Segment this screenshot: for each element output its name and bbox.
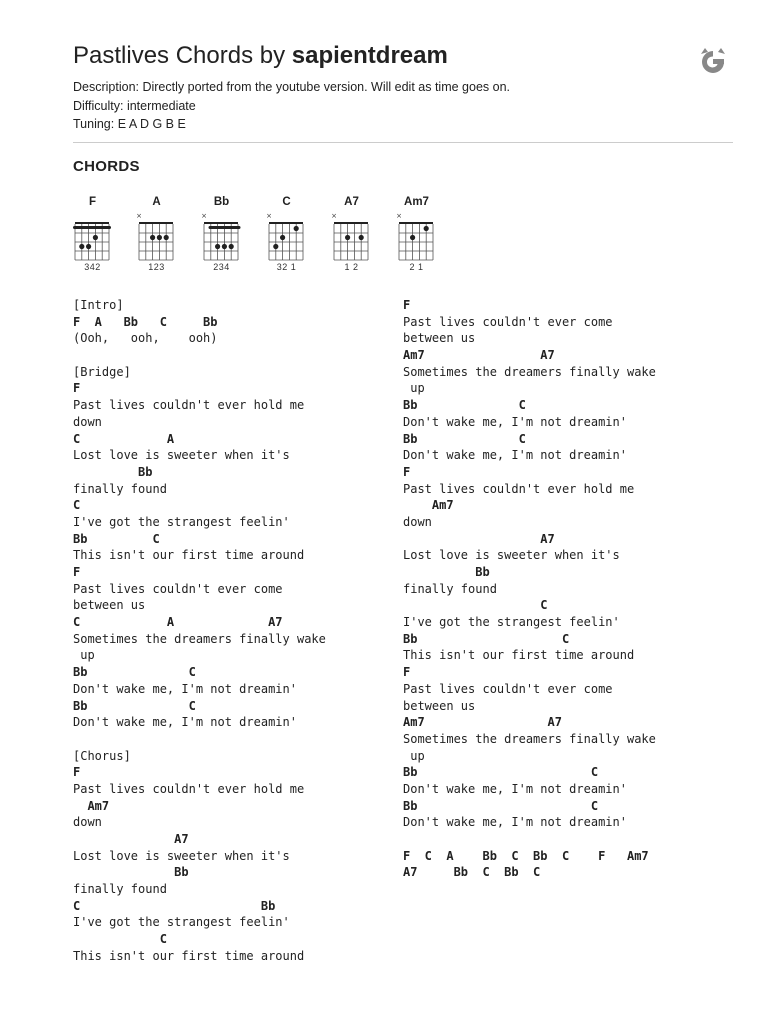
svg-text:×: × [266, 212, 272, 220]
lyric-line: I've got the strangest feelin' [73, 514, 290, 529]
lyric-line: Don't wake me, I'm not dreamin' [403, 815, 627, 830]
svg-text:×: × [136, 212, 142, 220]
lyric-line: Past lives couldn't ever come [403, 681, 613, 696]
lyric-line: finally found [73, 481, 167, 496]
fretboard-c [264, 210, 309, 262]
chord-line[interactable]: Bb C [403, 765, 599, 780]
lyric-line: Sometimes the dreamers finally wake [403, 364, 656, 379]
svg-text:×: × [201, 212, 207, 220]
chord-name: Am7 [404, 196, 429, 208]
lyric-line: finally found [73, 882, 167, 897]
section-label: [Bridge] [73, 364, 131, 379]
header-divider [73, 142, 733, 143]
svg-text:×: × [396, 212, 402, 220]
tuning-text: Tuning: E A D G B E [73, 117, 186, 131]
lyric-line: finally found [403, 581, 497, 596]
section-label: [Intro] [73, 298, 124, 312]
lyric-line: between us [403, 698, 476, 713]
svg-text:×: × [331, 212, 337, 220]
lyric-line: Lost love is sweeter when it's [403, 548, 620, 563]
chord-line[interactable]: C A [73, 431, 175, 446]
chord-line[interactable]: Bb C [73, 665, 196, 680]
lyric-line: This isn't our first time around [403, 648, 635, 663]
chord-line[interactable]: A7 [403, 531, 555, 546]
lyric-line [73, 731, 326, 748]
chord-line[interactable]: C A A7 [73, 615, 283, 630]
lyric-line: between us [73, 598, 146, 613]
artist-name[interactable]: sapientdream [291, 42, 448, 69]
chord-name: Bb [213, 196, 230, 208]
chord-line[interactable]: Am7 A7 [403, 348, 555, 363]
lyric-line: Past lives couldn't ever come [73, 581, 283, 596]
chord-line[interactable]: Bb C [73, 698, 196, 713]
chord-line[interactable]: C [73, 932, 167, 947]
fretboard-a7 [329, 210, 374, 262]
lyric-line: Past lives couldn't ever hold me [73, 781, 305, 796]
lyric-line: Don't wake me, I'm not dreamin' [73, 681, 297, 696]
chord-line[interactable]: Bb C [403, 798, 599, 813]
lyric-line: Lost love is sweeter when it's [73, 448, 290, 463]
chord-line[interactable]: F [403, 298, 411, 312]
chord-line[interactable]: Bb C [403, 431, 526, 446]
lyric-line: Don't wake me, I'm not dreamin' [73, 715, 297, 730]
lyric-line: Sometimes the dreamers finally wake [73, 631, 326, 646]
lyric-line: Past lives couldn't ever hold me [403, 481, 635, 496]
chord-line[interactable]: F A Bb C Bb [73, 314, 218, 329]
chord-line[interactable]: Am7 A7 [403, 715, 562, 730]
chord-line[interactable]: Bb [73, 464, 153, 479]
lyric-line: I've got the strangest feelin' [73, 915, 290, 930]
song-meta [73, 78, 733, 134]
chord-line[interactable]: F [73, 381, 81, 396]
lyric-line: up [403, 748, 425, 763]
lyric-line: Past lives couldn't ever hold me [73, 398, 305, 413]
chord-line[interactable]: F C A Bb C Bb C F Am7 [403, 848, 649, 863]
lyrics-column-left [73, 297, 326, 965]
description-text: Description: Directly ported from the youtube version. Will edit as time goes on. [73, 80, 510, 94]
page-title [73, 40, 733, 72]
song-title: Pastlives Chords by [73, 42, 292, 69]
finger-numbers: 342 [84, 262, 101, 272]
finger-numbers: 234 [213, 262, 230, 272]
finger-numbers: 1 2 [344, 262, 359, 272]
lyric-line: Past lives couldn't ever come [403, 314, 613, 329]
chord-line[interactable]: F [403, 464, 411, 479]
fretboard-a [134, 210, 179, 262]
section-label: [Chorus] [73, 748, 131, 763]
chord-line[interactable]: C Bb [73, 898, 276, 913]
lyrics-column-right [403, 297, 656, 881]
lyric-line: This isn't our first time around [73, 948, 305, 963]
lyric-line [73, 347, 326, 364]
finger-numbers: 123 [148, 262, 165, 272]
chord-line[interactable]: F [73, 765, 81, 780]
chord-name: C [282, 196, 291, 208]
site-logo-icon [696, 44, 730, 78]
lyric-line: up [403, 381, 425, 396]
chord-name: F [88, 196, 97, 208]
chord-line[interactable]: Bb [73, 865, 189, 880]
song-header [73, 40, 733, 134]
fretboard-bb [199, 210, 244, 262]
lyric-line: down [73, 815, 102, 830]
chord-line[interactable]: F [73, 565, 81, 579]
lyric-line: This isn't our first time around [73, 548, 305, 563]
lyric-line: down [403, 514, 432, 529]
chords-section-title: CHORDS [73, 158, 140, 175]
chord-line[interactable]: Bb C [403, 631, 570, 646]
lyric-line: Don't wake me, I'm not dreamin' [403, 781, 627, 796]
finger-numbers: 32 1 [276, 262, 297, 272]
finger-numbers: 2 1 [409, 262, 424, 272]
lyric-line: (Ooh, ooh, ooh) [73, 331, 218, 346]
chord-line[interactable]: Am7 [403, 498, 454, 513]
chord-line[interactable]: Bb C [73, 531, 160, 546]
chord-line[interactable]: Bb C [403, 398, 526, 413]
fretboard-am7 [394, 210, 439, 262]
chord-line[interactable]: Am7 [73, 798, 110, 813]
chord-line[interactable]: C [73, 498, 81, 513]
lyric-line: Sometimes the dreamers finally wake [403, 731, 656, 746]
difficulty-text: Difficulty: intermediate [73, 98, 196, 113]
lyric-line [403, 831, 656, 848]
lyric-line: up [73, 648, 95, 663]
lyric-line: Lost love is sweeter when it's [73, 848, 290, 863]
chord-line[interactable]: F [403, 665, 411, 680]
chord-line[interactable]: Bb [403, 565, 490, 579]
chord-name: A7 [344, 196, 359, 208]
lyric-line: I've got the strangest feelin' [403, 615, 620, 630]
chord-line[interactable]: A7 Bb C Bb C [403, 865, 541, 880]
lyric-line: between us [403, 331, 476, 346]
chord-line[interactable]: A7 [73, 832, 189, 846]
lyric-line: Don't wake me, I'm not dreamin' [403, 448, 627, 463]
fretboard-f [70, 210, 115, 262]
lyric-line: down [73, 414, 102, 429]
chord-line[interactable]: C [403, 598, 548, 613]
chord-name: A [152, 196, 161, 208]
lyric-line: Don't wake me, I'm not dreamin' [403, 414, 627, 429]
